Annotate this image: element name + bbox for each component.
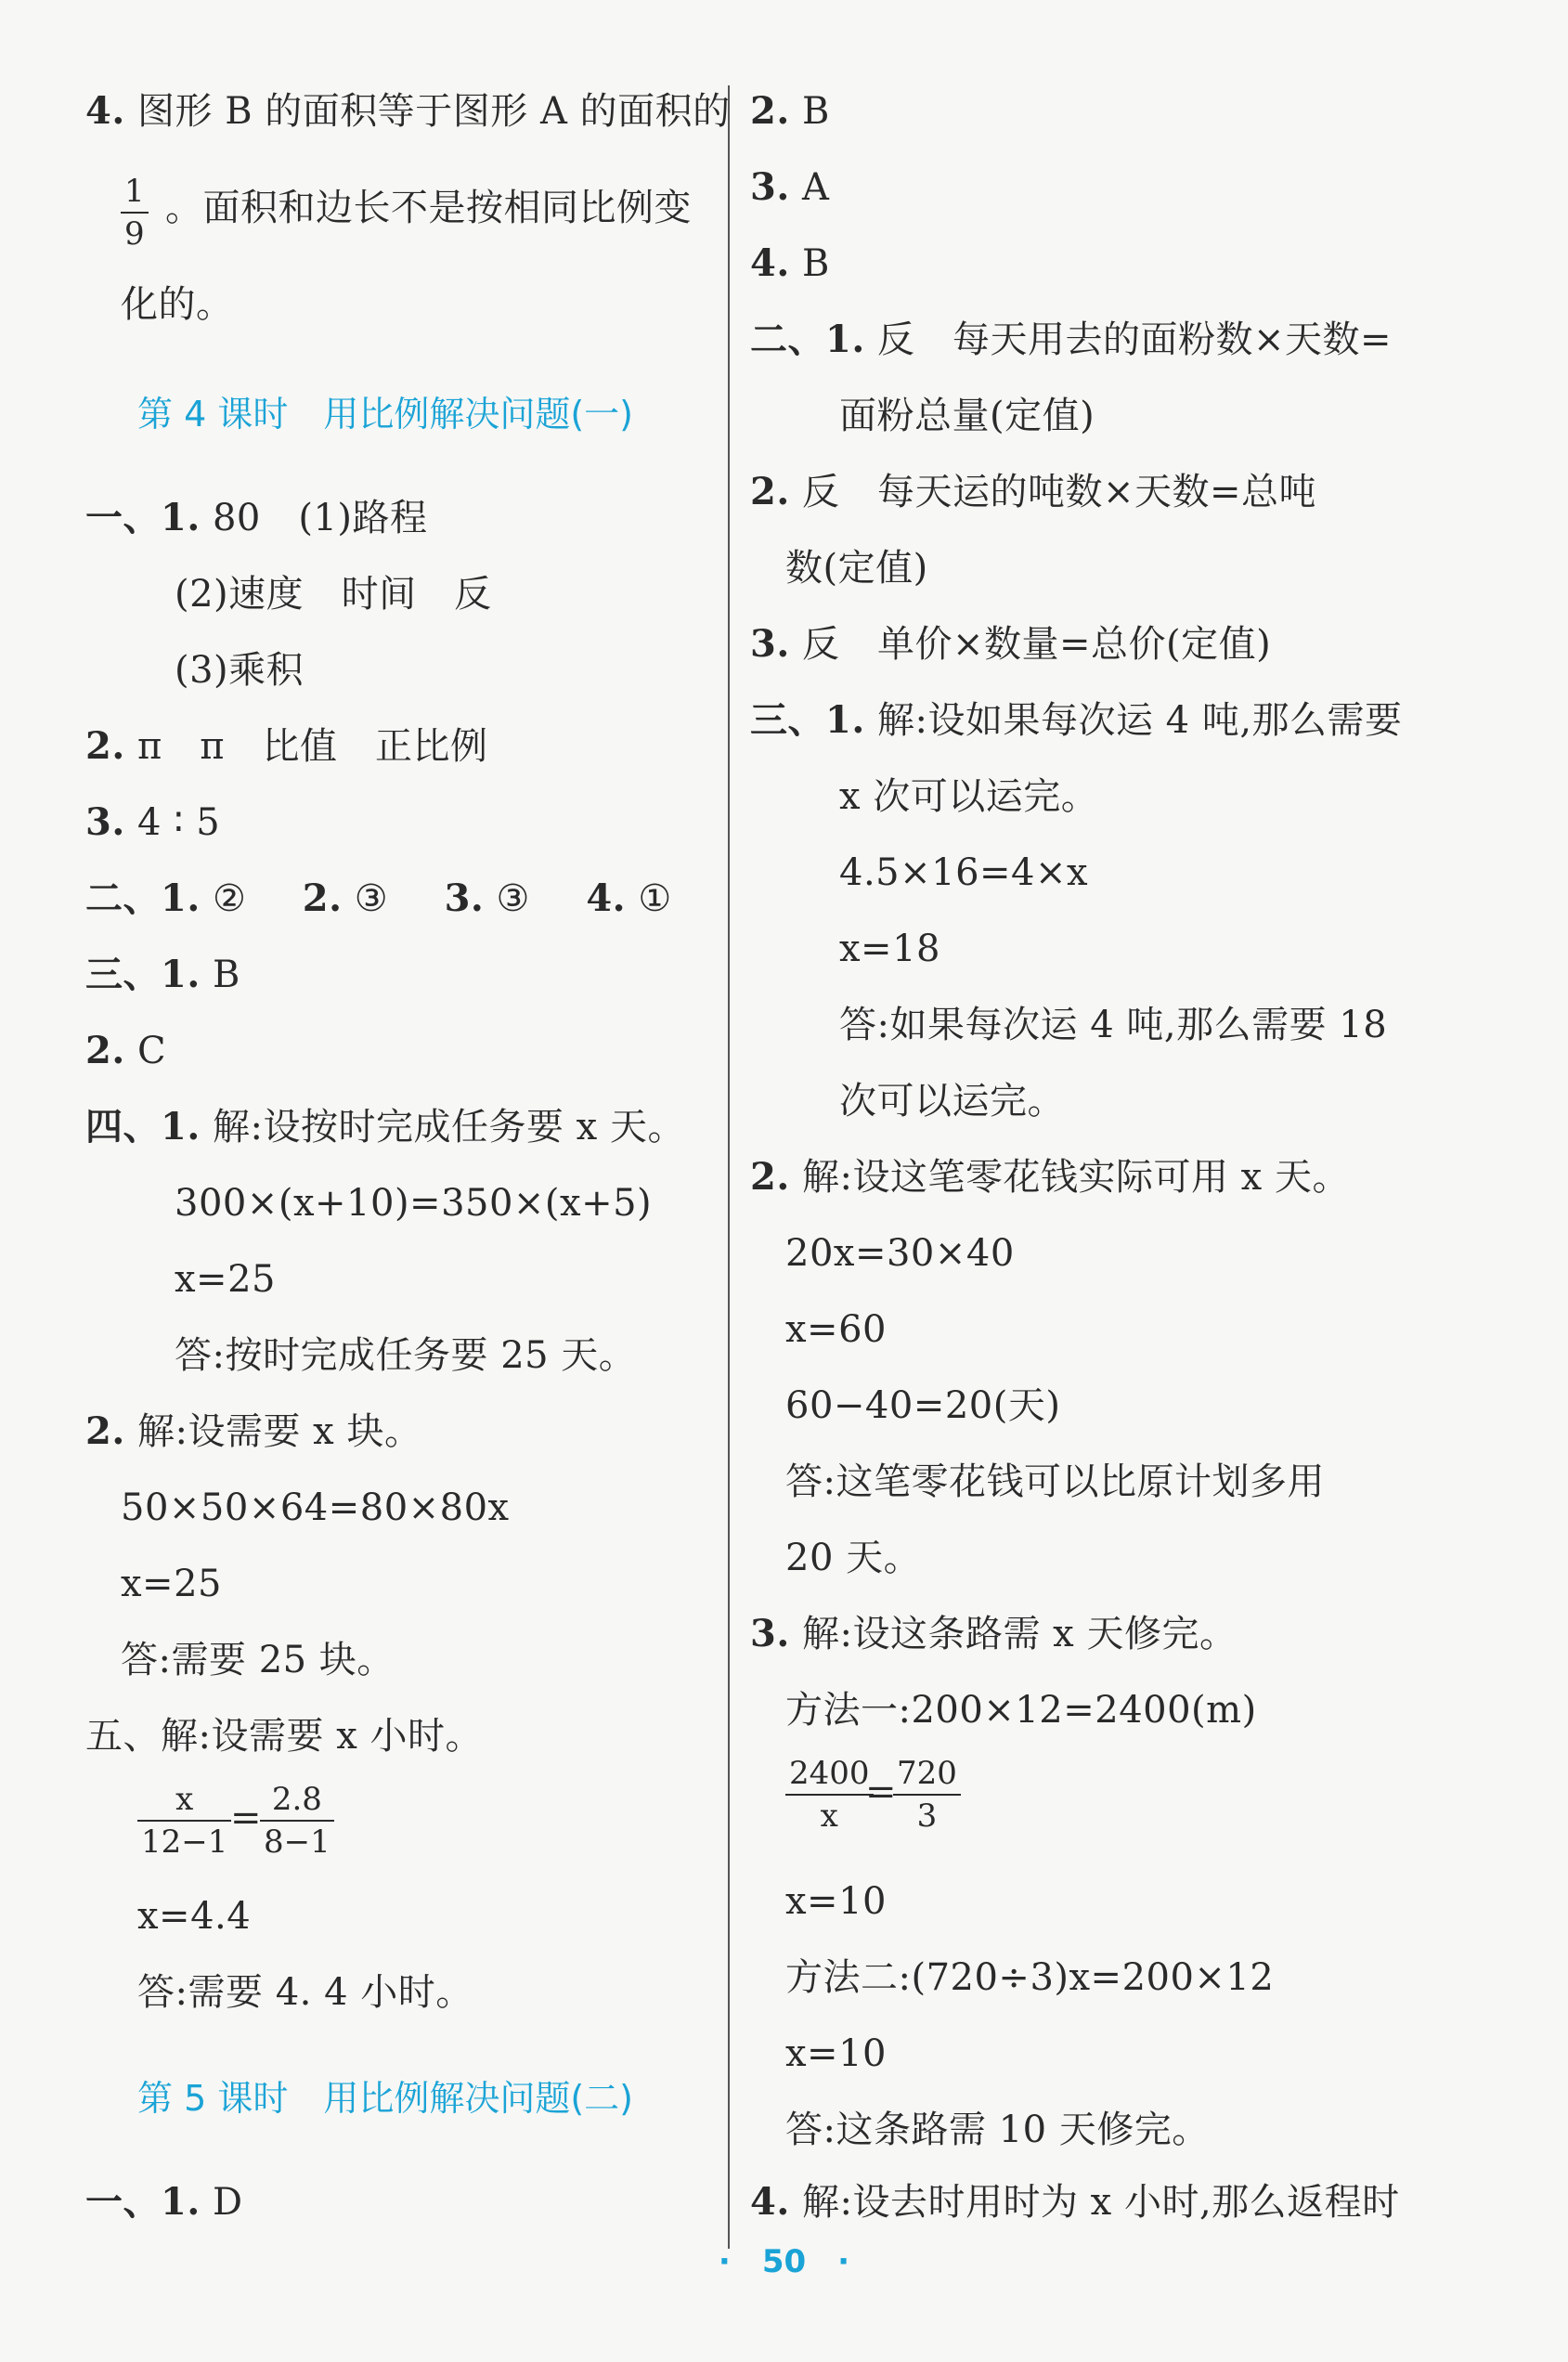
item-text: C — [136, 1030, 167, 1072]
fraction-denominator: 9 — [124, 215, 145, 253]
fraction-bar — [137, 1820, 231, 1822]
item-label: 3. — [85, 800, 125, 844]
fraction-numerator: 1 — [124, 173, 145, 210]
item-text: 解:设这条路需 x 天修完。 — [801, 1613, 1238, 1655]
item-label: 4. — [750, 241, 790, 285]
s4-item1-b: (2)速度 时间 反 — [175, 573, 492, 616]
item-text: ③ — [354, 877, 389, 920]
item-text: B — [212, 954, 240, 996]
item-text: 反 每天运的吨数×天数=总吨 — [801, 471, 1317, 513]
s4-part-three-2 — [85, 1025, 166, 1077]
section-title-lesson5: 第 5 课时 用比例解决问题(二) — [137, 2078, 633, 2119]
r-part-three-4 — [750, 2176, 1400, 2228]
section-title-lesson4: 第 4 课时 用比例解决问题(一) — [137, 394, 633, 435]
solution: x=18 — [839, 928, 940, 970]
item-text: B — [801, 90, 830, 133]
fraction-numerator: 2400 — [789, 1755, 870, 1792]
equation: 4.5×16=4×x — [839, 851, 1089, 894]
item-label: 一、1. — [85, 496, 201, 539]
r-part-three-1 — [750, 694, 1403, 746]
item-label: 三、1. — [750, 698, 865, 742]
s4-item2 — [85, 720, 488, 772]
item-text: A — [801, 166, 830, 209]
s5-item1 — [85, 2176, 243, 2228]
item-label: 3. — [444, 876, 485, 920]
r-part-two-1 — [750, 314, 1392, 366]
item-label: 2. — [750, 1155, 790, 1199]
item-label: 2. — [302, 876, 343, 920]
s4-part-three-1 — [85, 949, 240, 1001]
r-part-two-3 — [750, 618, 1271, 670]
fraction-denominator: 8−1 — [264, 1823, 330, 1861]
answer: 答:需要 4. 4 小时。 — [137, 1971, 473, 2014]
item-text: D — [212, 2181, 243, 2224]
solution: x=25 — [121, 1563, 222, 1605]
s4-item1-c: (3)乘积 — [175, 649, 305, 692]
item-text: 解:设需要 x 块。 — [136, 1410, 422, 1453]
item-label: 4. — [586, 876, 627, 920]
fraction-denominator: 3 — [916, 1797, 938, 1835]
item-text: 解:设这笔零花钱实际可用 x 天。 — [801, 1156, 1350, 1199]
fraction-numerator: 720 — [897, 1755, 957, 1792]
s4-part-four-2 — [85, 1406, 421, 1458]
item-label: 4. — [750, 2180, 790, 2224]
item-label: 3. — [750, 622, 790, 666]
item-label: 二、1. — [85, 876, 201, 920]
r-part-three-2 — [750, 1151, 1350, 1203]
item-text: 解:设如果每次运 4 吨,那么需要 — [876, 699, 1403, 742]
s4-part-five: 五、解:设需要 x 小时。 — [85, 1715, 483, 1758]
equals-sign: = — [865, 1771, 897, 1813]
question-text: 图形 B 的面积等于图形 A 的面积的 — [136, 90, 731, 133]
fraction-bar — [260, 1820, 334, 1822]
item-label: 四、1. — [85, 1105, 201, 1149]
item-label: 2. — [750, 89, 790, 133]
equation: 20x=30×40 — [785, 1232, 1015, 1275]
s4-item1 — [85, 492, 428, 544]
r-item4 — [750, 238, 830, 290]
s4-item3 — [85, 797, 220, 849]
r-item2 — [750, 85, 830, 137]
item-text: 反 单价×数量=总价(定值) — [801, 623, 1272, 666]
question-number: 4. — [85, 89, 125, 133]
calculation: 60−40=20(天) — [785, 1384, 1061, 1427]
item-text: ③ — [496, 877, 530, 920]
item-text: 4 ∶ 5 — [136, 801, 221, 844]
item-text: ② — [212, 877, 247, 920]
fraction-bar — [785, 1794, 874, 1796]
item-text-continued: 面粉总量(定值) — [839, 395, 1095, 437]
answer: 答:这条路需 10 天修完。 — [785, 2109, 1210, 2151]
answer: 答:如果每次运 4 吨,那么需要 18 — [839, 1004, 1388, 1046]
fraction-numerator: 2.8 — [271, 1781, 322, 1818]
item-text: ① — [638, 877, 672, 920]
item-label: 三、1. — [85, 953, 201, 996]
s4-part-two — [85, 873, 672, 925]
answer-continued: 20 天。 — [785, 1537, 922, 1579]
solution: x=60 — [785, 1308, 887, 1351]
answer-continued: 次可以运完。 — [839, 1080, 1065, 1123]
answer: 答:按时完成任务要 25 天。 — [175, 1334, 637, 1377]
fraction-denominator: 12−1 — [141, 1823, 228, 1861]
q4-line2: 。面积和边长不是按相同比例变 — [165, 187, 692, 229]
item-label: 2. — [85, 1409, 125, 1453]
fraction-numerator: x — [175, 1781, 194, 1818]
item-label: 二、1. — [750, 318, 865, 361]
fraction-2400-over-x — [785, 1755, 874, 1835]
item-text-continued: x 次可以运完。 — [839, 775, 1099, 818]
item-label: 3. — [750, 1612, 790, 1655]
fraction-x-over-11 — [137, 1781, 231, 1861]
equation: 300×(x+10)=350×(x+5) — [175, 1182, 653, 1225]
r-item3 — [750, 162, 829, 214]
answer: 答:这笔零花钱可以比原计划多用 — [785, 1460, 1325, 1503]
item-text: B — [801, 242, 830, 285]
item-text: 80 (1)路程 — [212, 497, 428, 539]
solution: x=10 — [785, 2032, 887, 2075]
equation: 50×50×64=80×80x — [121, 1486, 510, 1529]
item-text: π π 比值 正比例 — [136, 725, 488, 768]
s4-part-four-1 — [85, 1101, 685, 1153]
solution: x=4.4 — [137, 1895, 252, 1938]
column-divider — [728, 85, 730, 2249]
fraction-2-8-over-7 — [260, 1781, 334, 1861]
q4-line3: 化的。 — [121, 283, 234, 326]
method-one: 方法一:200×12=2400(m) — [785, 1689, 1257, 1732]
q4-line1 — [85, 85, 731, 137]
item-label: 2. — [85, 1029, 125, 1072]
equals-sign: = — [230, 1797, 262, 1839]
fraction-bar — [121, 212, 149, 214]
page-number: · 50 · — [718, 2243, 850, 2280]
r-part-two-2 — [750, 466, 1316, 518]
r-part-three-3 — [750, 1608, 1237, 1660]
item-text: 解:设去时用时为 x 小时,那么返程时 — [801, 2181, 1400, 2224]
fraction-denominator: x — [820, 1797, 838, 1835]
fraction-bar — [893, 1794, 961, 1796]
fraction-720-over-3 — [893, 1755, 961, 1835]
answer: 答:需要 25 块。 — [121, 1639, 395, 1681]
item-text: 解:设按时完成任务要 x 天。 — [212, 1106, 685, 1149]
item-label: 3. — [750, 165, 790, 209]
item-text-continued: 数(定值) — [785, 547, 928, 590]
method-two: 方法二:(720÷3)x=200×12 — [785, 1956, 1275, 1999]
item-text: 反 每天用去的面粉数×天数= — [876, 318, 1393, 361]
item-label: 一、1. — [85, 2180, 201, 2224]
solution: x=25 — [175, 1258, 276, 1301]
item-label: 2. — [750, 470, 790, 513]
fraction-one-ninth — [121, 173, 149, 253]
solution: x=10 — [785, 1880, 887, 1923]
item-label: 2. — [85, 724, 125, 768]
